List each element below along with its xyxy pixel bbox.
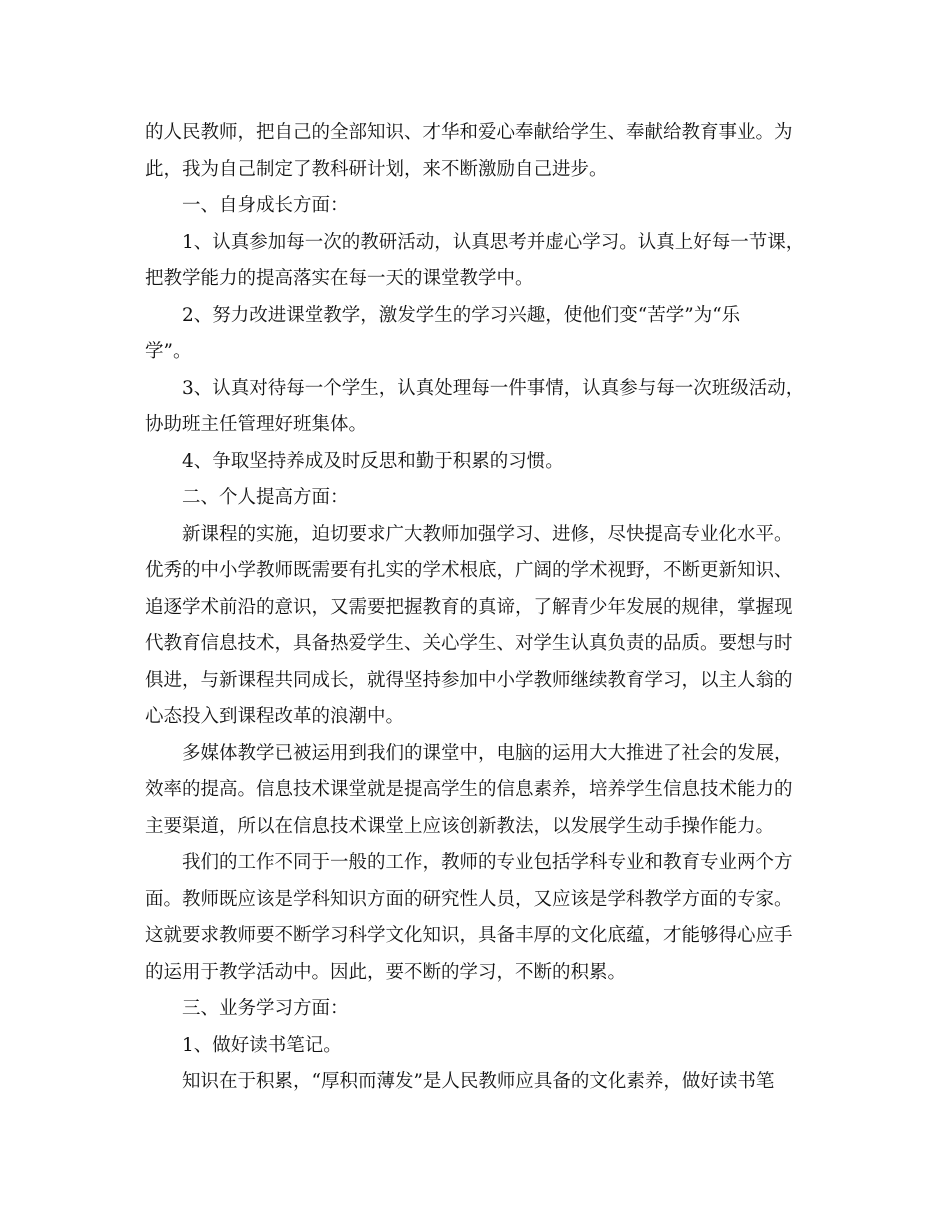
text-line: 此，我为自己制定了教科研计划，来不断激励自己进步。	[145, 158, 608, 180]
text-line: 1、认真参加每一次的教研活动，认真思考并虚心学习。认真上好每一节课，	[182, 231, 805, 253]
text-line: 新课程的实施，迫切要求广大教师加强学习、进修，尽快提高专业化水平。	[182, 523, 793, 545]
text-line: 主要渠道，所以在信息技术课堂上应该创新教法，以发展学生动手操作能力。	[145, 815, 775, 837]
document-body	[145, 115, 805, 1101]
text-line: 心态投入到课程改革的浪潮中。	[145, 706, 405, 727]
text-line: 3、认真对待每一个学生，认真处理每一件事情，认真参与每一次班级活动，	[182, 377, 805, 399]
text-line: 三、业务学习方面：	[182, 998, 349, 1019]
text-line: 知识在于积累，“厚积而薄发”是人民教师应具备的文化素养，做好读书笔	[182, 1071, 775, 1092]
text-line: 优秀的中小学教师既需要有扎实的学术根底，广阔的学术视野，不断更新知识、	[145, 560, 793, 581]
text-line: 2、努力改进课堂教学，激发学生的学习兴趣，使他们变“苦学”为“乐	[182, 304, 741, 326]
text-line: 的人民教师，把自己的全部知识、才华和爱心奉献给学生、奉献给教育事业。为	[145, 122, 793, 143]
text-line: 代教育信息技术，具备热爱学生、关心学生、对学生认真负责的品质。要想与时	[145, 633, 793, 654]
text-line: 4、争取坚持养成及时反思和勤于积累的习惯。	[182, 450, 564, 472]
text-line: 这就要求教师要不断学习科学文化知识，具备丰厚的文化底蕴，才能够得心应手	[145, 925, 793, 946]
text-line: 俱进，与新课程共同成长，就得坚持参加中小学教师继续教育学习，以主人翁的	[145, 669, 793, 691]
text-line: 1、做好读书笔记。	[182, 1034, 342, 1056]
text-line: 效率的提高。信息技术课堂就是提高学生的信息素养，培养学生信息技术能力的	[145, 779, 793, 800]
text-line: 一、自身成长方面：	[182, 195, 349, 216]
text-line: 二、个人提高方面：	[182, 487, 349, 508]
text-line: 多媒体教学已被运用到我们的课堂中，电脑的运用大大推进了社会的发展，	[182, 742, 793, 764]
text-line: 的运用于教学活动中。因此，要不断的学习，不断的积累。	[145, 961, 627, 983]
text-line: 把教学能力的提高落实在每一天的课堂教学中。	[145, 268, 534, 289]
text-line: 学”。	[145, 341, 192, 362]
text-line: 面。教师既应该是学科知识方面的研究性人员，又应该是学科教学方面的专家。	[145, 888, 793, 910]
text-line: 我们的工作不同于一般的工作，教师的专业包括学科专业和教育专业两个方	[182, 852, 793, 873]
text-line: 追逐学术前沿的意识，又需要把握教育的真谛，了解青少年发展的规律，掌握现	[145, 596, 793, 618]
text-line: 协助班主任管理好班集体。	[145, 414, 368, 435]
